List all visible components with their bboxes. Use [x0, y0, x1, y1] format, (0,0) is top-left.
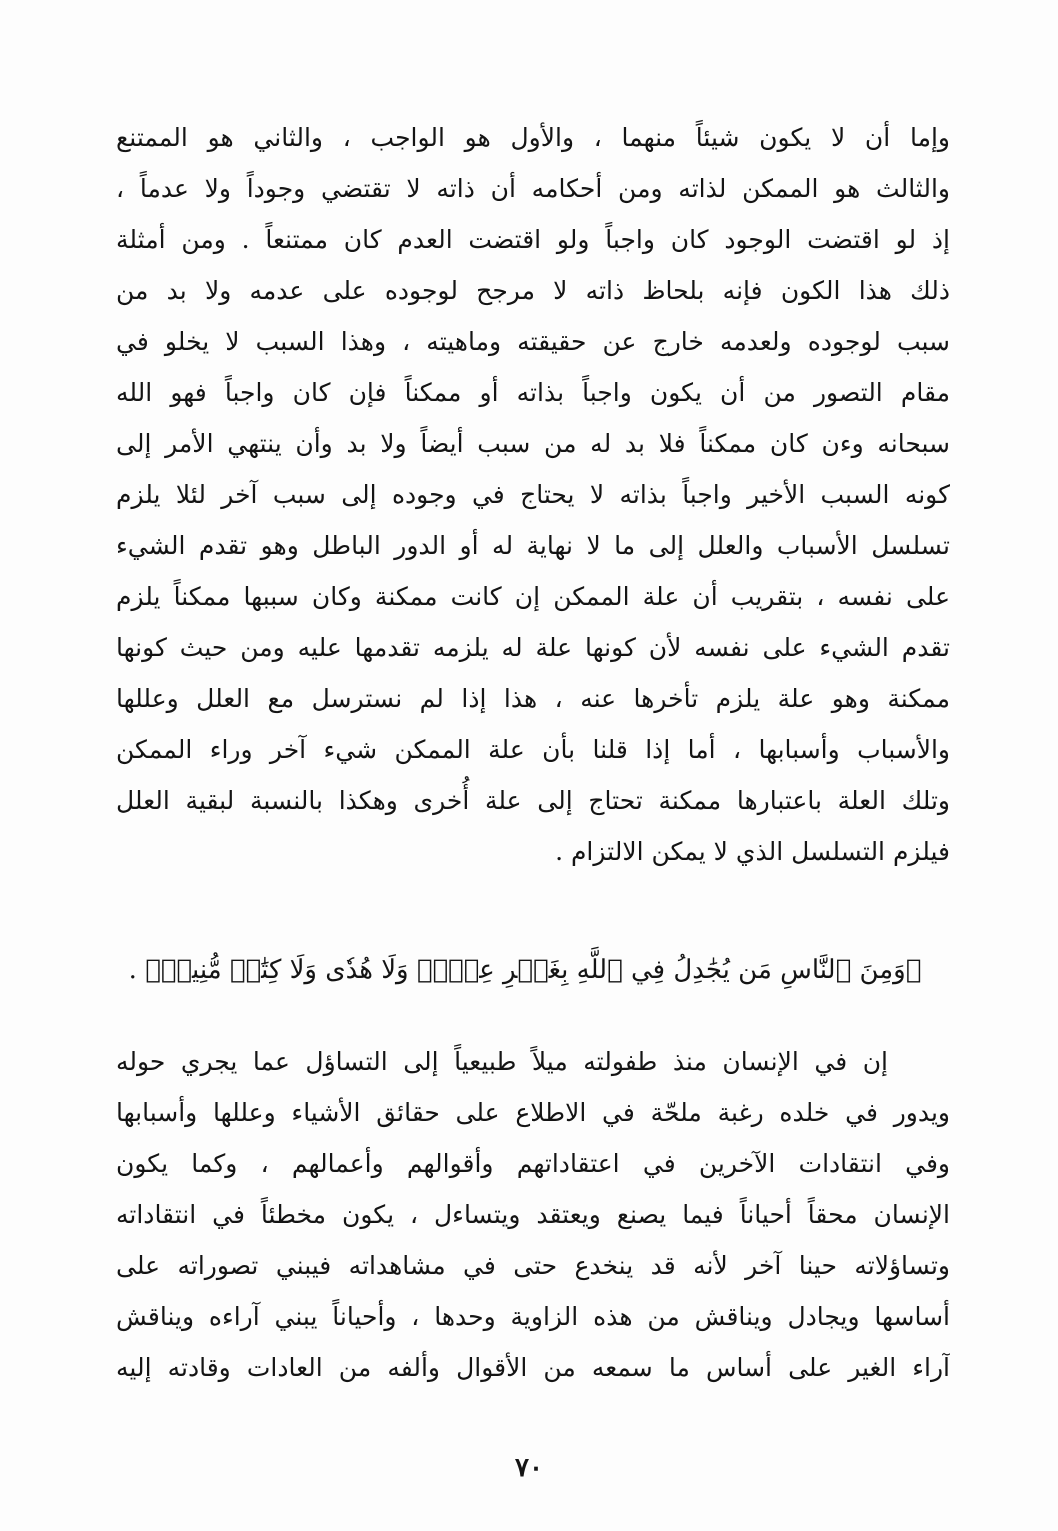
text-line: وإما أن لا يكون شيئاً منهما ، والأول هو الواجب ، والثاني هو الممتنع — [116, 123, 950, 152]
text-line: سبحانه وءن كان ممكناً فلا بد له من سبب أيضاً ولا بد وأن ينتهي الأمر إلى — [116, 429, 950, 458]
paragraph-1 — [116, 112, 950, 877]
text-line: فيلزم التسلسل الذي لا يمكن الالتزام . — [555, 837, 950, 866]
text-line: مقام التصور من أن يكون واجباً بذاته أو ممكناً فإن كان واجباً فهو الله — [116, 378, 950, 407]
text-line: ويدور في خلده رغبة ملحّة في الاطلاع على حقائق الأشياء وعللها وأسبابها — [116, 1098, 950, 1127]
text-line: وفي انتقادات الآخرين في اعتقاداتهم وأقوالهم وأعمالهم ، وكما يكون — [116, 1149, 950, 1178]
text-line: ممكنة وهو علة يلزم تأخرها عنه ، هذا إذا لم نسترسل مع العلل وعللها — [116, 684, 950, 713]
text-line: وتلك العلة باعتبارها ممكنة تحتاج إلى علة أُخرى وهكذا بالنسبة لبقية العلل — [116, 786, 950, 815]
text-line: سبب لوجوده ولعدمه خارج عن حقيقته وماهيته ، وهذا السبب لا يخلو في — [116, 327, 950, 356]
text-line: والأسباب وأسبابها ، أما إذا قلنا بأن علة الممكن شيء آخر وراء الممكن — [116, 735, 950, 764]
quran-verse: ﴿وَمِنَ ٱلنَّاسِ مَن يُجَٰدِلُ فِي ٱللَّهِ بِغَيۡرِ عِلۡمٖ وَلَا هُدٗى وَلَا كِتَٰبٖ مُّنِيرٖ﴾ . — [128, 955, 922, 985]
text-line: ذلك هذا الكون فإنه بلحاظ ذاته لا مرجح لوجوده على عدمه ولا بد من — [116, 276, 950, 305]
page-number: ٧٠ — [515, 1453, 543, 1483]
text-line: تسلسل الأسباب والعلل إلى ما لا نهاية له أو الدور الباطل وهو تقدم الشيء — [116, 531, 950, 560]
text-line: على نفسه ، بتقريب أن علة الممكن إن كانت ممكنة وكان سببها ممكناً يلزم — [116, 582, 950, 611]
paragraph-2 — [116, 1036, 950, 1393]
text-line: وتساؤلاته حينا آخر لأنه قد ينخدع حتى في مشاهداته فيبني تصوراته على — [116, 1251, 950, 1280]
text-line: آراء الغير على أساس ما سمعه من الأقوال وألفه من العادات وقادته إليه — [116, 1353, 950, 1382]
text-line: والثالث هو الممكن لذاته ومن أحكامه أن ذاته لا تقتضي وجوداً ولا عدماً ، — [116, 174, 950, 203]
text-line: الإنسان محقاً أحياناً فيما يصنع ويعتقد ويتساءل ، يكون مخطئاً في انتقاداته — [116, 1200, 950, 1229]
text-line: إن في الإنسان منذ طفولته ميلاً طبيعياً إلى التساؤل عما يجري حوله — [116, 1047, 888, 1076]
text-line: كونه السبب الأخير واجباً بذاته لا يحتاج في وجوده إلى سبب آخر لئلا يلزم — [116, 480, 950, 509]
text-line: إذ لو اقتضت الوجود كان واجباً ولو اقتضت العدم كان ممتنعاً . ومن أمثلة — [116, 225, 950, 254]
text-line: أساسها ويجادل ويناقش من هذه الزاوية وحدها ، وأحياناً يبني آراءه ويناقش — [116, 1302, 950, 1331]
text-line: تقدم الشيء على نفسه لأن كونها علة له يلزمه تقدمها عليه ومن حيث كونها — [116, 633, 950, 662]
